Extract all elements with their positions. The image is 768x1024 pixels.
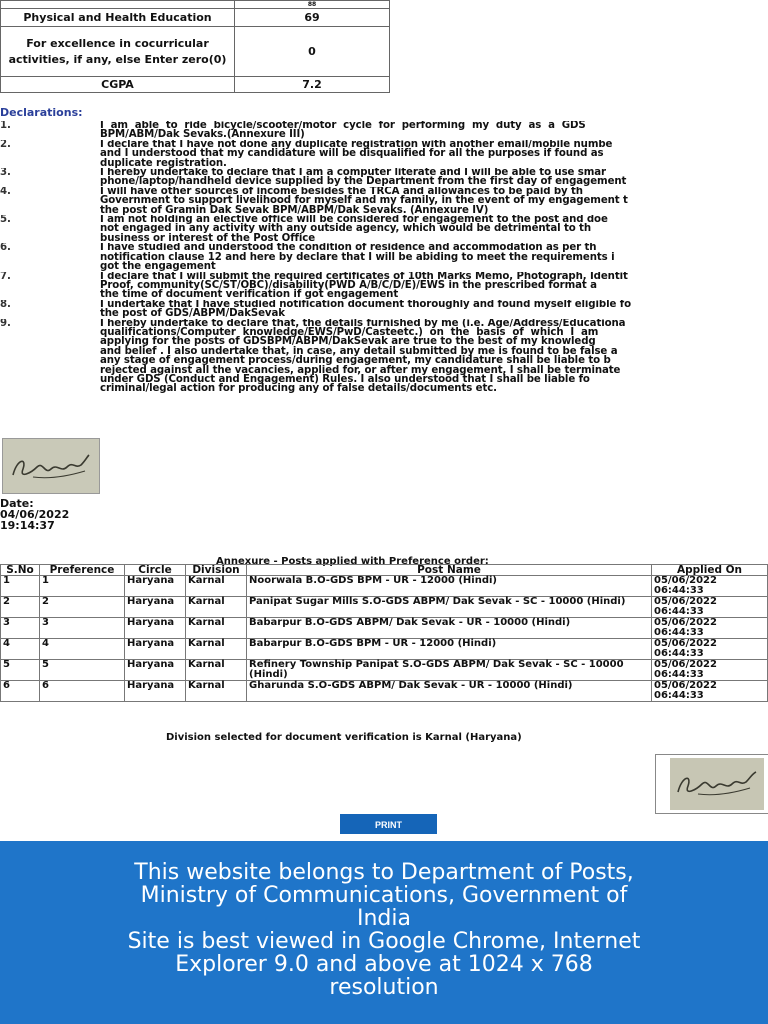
declaration-line: notification clause 12 and here by declare that I will be abiding to meet the requirements i: [100, 251, 615, 263]
footer-line: India: [357, 906, 411, 931]
footer-line: This website belongs to Department of Posts,: [134, 860, 634, 885]
declaration-item: [0, 243, 768, 271]
col-applied-on: Applied On: [652, 565, 768, 576]
declaration-line: I am able to ride bicycle/scooter/motor cycle for performing my duty as a GDS: [100, 121, 586, 131]
applied-on-cell: 05/06/2022 06:44:33: [652, 639, 768, 660]
declaration-line: I will have other sources of income besides the TRCA and allowances to be paid by th: [100, 186, 583, 197]
marks-label: Physical and Health Education: [1, 9, 235, 27]
declaration-item: [0, 215, 768, 243]
declaration-line: I declare that I will submit the required certificates of 10th Marks Memo, Photograph, Identit: [100, 271, 628, 282]
declaration-number: 2.: [0, 139, 11, 150]
division-cell: Karnal: [186, 618, 247, 639]
declaration-line: under GDS (Conduct and Engagement) Rules. I also understood that I shall be liable fo: [100, 373, 590, 385]
footer-line: resolution: [329, 975, 439, 1000]
declaration-item: [0, 168, 768, 187]
col-post-name: Post Name: [247, 565, 652, 576]
declaration-item: [0, 121, 768, 140]
sno-cell: 6: [1, 681, 40, 702]
col-division: Division: [186, 565, 247, 576]
declaration-number: 8.: [0, 299, 11, 310]
signature-scribble: [3, 439, 99, 493]
circle-cell: Haryana: [125, 681, 186, 702]
annexure-row: [1, 681, 768, 702]
footer-line: Ministry of Communications, Government of: [140, 883, 628, 908]
declaration-line: the post of GDS/ABPM/DakSevak: [100, 308, 285, 319]
marks-row: [1, 1, 390, 9]
circle-cell: Haryana: [125, 618, 186, 639]
marks-label: [1, 1, 235, 9]
division-cell: Karnal: [186, 597, 247, 618]
declaration-line: rejected against all the vacancies, applied for, or after my engagement, I shall be terminate: [100, 364, 621, 376]
declaration-number: 1.: [0, 121, 11, 131]
applied-on-cell: 05/06/2022 06:44:33: [652, 618, 768, 639]
post-name-cell: Gharunda S.O-GDS ABPM/ Dak Sevak - UR - 10000 (Hindi): [247, 681, 652, 702]
declaration-line: any stage of engagement process/during engagement, my candidature shall be liable to b: [100, 355, 611, 367]
declaration-line: I declare that I have not done any duplicate registration with another email/mobile numbe: [100, 139, 613, 150]
annexure-row: [1, 618, 768, 639]
annexure-row: [1, 639, 768, 660]
marks-value: 69: [235, 9, 390, 27]
sno-cell: 4: [1, 639, 40, 660]
footer-line: Site is best viewed in Google Chrome, Internet: [127, 929, 641, 954]
marks-label: CGPA: [1, 77, 235, 93]
declaration-line: applying for the posts of GDSBPM/ABPM/DakSevak are true to the best of my knowledg: [100, 336, 596, 348]
marks-label: For excellence in cocurricular activities, if any, else Enter zero(0): [1, 27, 235, 77]
division-cell: Karnal: [186, 660, 247, 681]
declaration-line: Government to support livelihood for myself and my family, in the event of my engagement t: [100, 195, 628, 207]
circle-cell: Haryana: [125, 639, 186, 660]
col-sno: S.No: [1, 565, 40, 576]
post-name-cell: Panipat Sugar Mills S.O-GDS ABPM/ Dak Sevak - SC - 10000 (Hindi): [247, 597, 652, 618]
annexure-header-row: [1, 565, 768, 576]
preference-cell: 3: [40, 618, 125, 639]
footer-line: Explorer 9.0 and above at 1024 x 768: [175, 952, 593, 977]
applied-on-cell: 05/06/2022 06:44:33: [652, 681, 768, 702]
annexure-row: [1, 660, 768, 681]
circle-cell: Haryana: [125, 576, 186, 597]
preference-cell: 1: [40, 576, 125, 597]
post-name-cell: Babarpur B.O-GDS BPM - UR - 12000 (Hindi): [247, 639, 652, 660]
site-footer: [0, 841, 768, 1024]
declaration-number: 6.: [0, 243, 11, 254]
declaration-number: 3.: [0, 168, 11, 179]
declaration-line: qualifications/Computer knowledge/EWS/PwD/Casteetc.) on the basis of which I am: [100, 326, 599, 338]
annexure-table: [0, 564, 768, 702]
declaration-number: 4.: [0, 186, 11, 197]
marks-value: 7.2: [235, 77, 390, 93]
declaration-line: business or interest of the Post Office: [100, 232, 316, 244]
division-selected-text: Division selected for document verification is Karnal (Haryana): [166, 732, 522, 743]
declaration-item: [0, 140, 768, 168]
declarations-title: Declarations:: [0, 106, 83, 119]
annexure-row: [1, 597, 768, 618]
declaration-line: Proof, community(SC/ST/OBC)/disability(PWD A/B/C/D/E)/EWS in the prescribed format a: [100, 279, 597, 291]
declaration-line: and I understood that my candidature will be disqualified for all the purposes if found as: [100, 148, 604, 160]
post-name-cell: Refinery Township Panipat S.O-GDS ABPM/ Dak Sevak - SC - 10000 (Hindi): [247, 660, 652, 681]
circle-cell: Haryana: [125, 660, 186, 681]
declaration-line: I have studied and understood the condition of residence and accommodation as per th: [100, 243, 597, 254]
division-cell: Karnal: [186, 681, 247, 702]
declaration-line: the time of document verification if got engagement: [100, 289, 399, 300]
preference-cell: 4: [40, 639, 125, 660]
division-cell: Karnal: [186, 639, 247, 660]
marks-row: [1, 27, 390, 77]
declaration-line: BPM/ABM/Dak Sevaks.(Annexure III): [100, 129, 305, 140]
annexure-title: Annexure - Posts applied with Preference order:: [216, 556, 489, 567]
date-block: [0, 498, 69, 531]
post-name-cell: Noorwala B.O-GDS BPM - UR - 12000 (Hindi): [247, 576, 652, 597]
declaration-item: [0, 319, 768, 394]
col-preference: Preference: [40, 565, 125, 576]
sno-cell: 3: [1, 618, 40, 639]
signature-image-2: [670, 758, 764, 810]
preference-cell: 5: [40, 660, 125, 681]
declarations-list: [0, 121, 768, 394]
date-value: 04/06/2022: [0, 508, 70, 521]
applied-on-cell: 05/06/2022 06:44:33: [652, 597, 768, 618]
print-button[interactable]: PRINT: [340, 814, 437, 834]
declaration-number: 7.: [0, 271, 11, 282]
applied-on-cell: 05/06/2022 06:44:33: [652, 576, 768, 597]
post-name-cell: Babarpur B.O-GDS ABPM/ Dak Sevak - UR - 10000 (Hindi): [247, 618, 652, 639]
declaration-item: [0, 187, 768, 215]
declaration-item: [0, 272, 768, 300]
sno-cell: 2: [1, 597, 40, 618]
sno-cell: 1: [1, 576, 40, 597]
applied-on-cell: 05/06/2022 06:44:33: [652, 660, 768, 681]
declaration-line: I am not holding an elective office will be considered for engagement to the post and doe: [100, 215, 608, 226]
declaration-line: got the engagement: [100, 261, 216, 272]
declaration-item: [0, 300, 768, 319]
marks-table: [0, 0, 390, 93]
division-cell: Karnal: [186, 576, 247, 597]
declaration-line: the post of Gramin Dak Sevak BPM/ABPM/Dak Sevaks. (Annexure IV): [100, 204, 489, 216]
declaration-line: criminal/legal action for producing any of false details/documents etc.: [100, 383, 497, 394]
marks-value: 0: [235, 27, 390, 77]
circle-cell: Haryana: [125, 597, 186, 618]
sno-cell: 5: [1, 660, 40, 681]
signature-image: [2, 438, 100, 494]
preference-cell: 6: [40, 681, 125, 702]
marks-row: [1, 77, 390, 93]
marks-row: [1, 9, 390, 27]
annexure-body: [1, 576, 768, 702]
col-circle: Circle: [125, 565, 186, 576]
time-value: 19:14:37: [0, 519, 55, 532]
marks-value: 88: [235, 1, 390, 9]
annexure-row: [1, 576, 768, 597]
date-label: Date:: [0, 497, 34, 510]
declaration-line: I undertake that I have studied notification document thoroughly and found myself eligible fo: [100, 299, 631, 310]
declaration-line: and belief . I also undertake that, in case, any detail submitted by me is found to be false a: [100, 345, 618, 357]
declaration-line: phone/laptop/handheld device supplied by the Department from the first day of engagement: [100, 176, 627, 187]
declaration-line: duplicate registration.: [100, 157, 227, 169]
signature-scribble-2: [670, 758, 764, 810]
declaration-line: not engaged in any activity with any outside agency, which would be detrimental to th: [100, 223, 591, 235]
declaration-line: I hereby undertake to declare that I am a computer literate and I will be able to use smar: [100, 168, 606, 179]
declaration-number: 5.: [0, 215, 11, 226]
preference-cell: 2: [40, 597, 125, 618]
declaration-number: 9.: [0, 318, 11, 329]
declaration-line: I hereby undertake to declare that, the details furnished by me (i.e. Age/Address/Educationa: [100, 318, 626, 329]
